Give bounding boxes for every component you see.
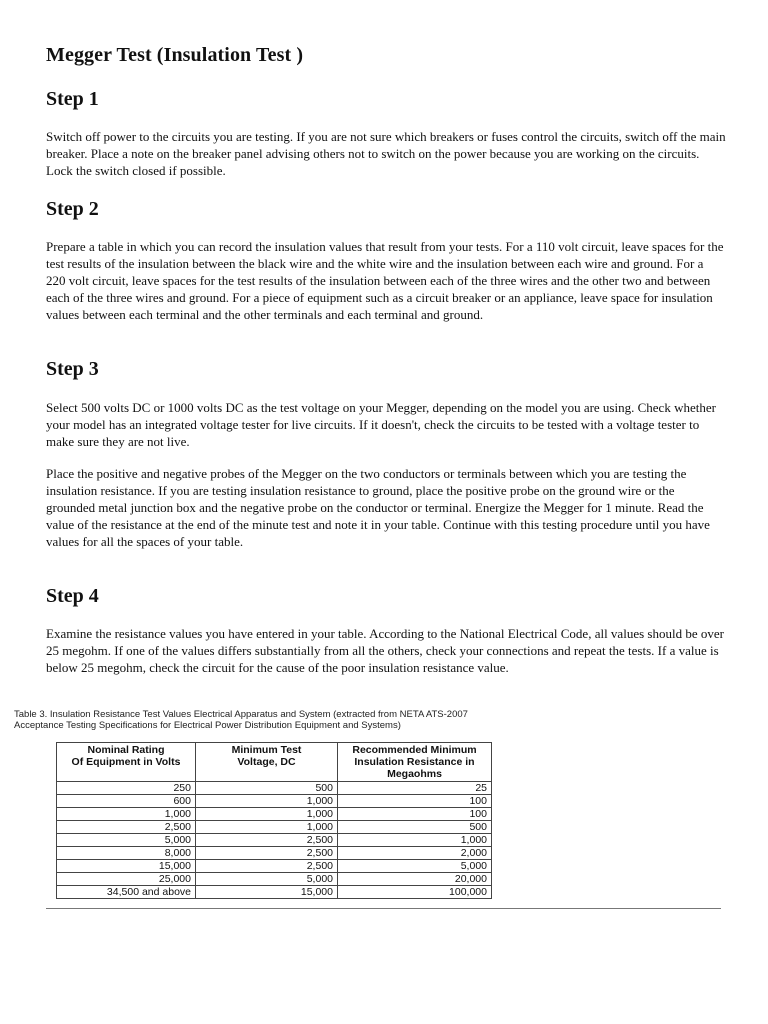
table-cell: 500	[338, 821, 492, 834]
header-text: Of Equipment in Volts	[71, 756, 181, 768]
header-text: Insulation Resistance in	[354, 756, 475, 768]
header-text: Megaohms	[387, 768, 442, 780]
table-cell: 1,000	[57, 808, 196, 821]
table-cell: 34,500 and above	[57, 886, 196, 899]
table-cell: 20,000	[338, 873, 492, 886]
step-1-heading: Step 1	[46, 88, 99, 110]
step-3-heading: Step 3	[46, 358, 99, 380]
page-divider	[46, 908, 721, 909]
table-cell: 2,500	[196, 860, 338, 873]
table-row	[57, 834, 492, 847]
document-title: Megger Test (Insulation Test )	[46, 44, 304, 66]
table-row	[57, 821, 492, 834]
step-1-paragraph: Switch off power to the circuits you are testing. If you are not sure which breakers or fuses control the circuits, switch off the main breaker. Place a note on the breaker panel advising others not to switch on the power because you are working on the circuits. Lock the switch closed if possible.	[46, 129, 726, 178]
table-cell: 5,000	[338, 860, 492, 873]
header-text: Voltage, DC	[237, 756, 296, 768]
table-cell: 5,000	[57, 834, 196, 847]
table-header-row	[57, 743, 492, 782]
table-cell: 25	[338, 782, 492, 795]
header-minimum-test-voltage	[196, 743, 338, 782]
table-cell: 500	[196, 782, 338, 795]
table-row	[57, 808, 492, 821]
table-row	[57, 873, 492, 886]
header-nominal-rating	[57, 743, 196, 782]
table-cell: 8,000	[57, 847, 196, 860]
table-cell: 250	[57, 782, 196, 795]
table-cell: 1,000	[338, 834, 492, 847]
table-cell: 1,000	[196, 795, 338, 808]
table-cell: 25,000	[57, 873, 196, 886]
step-4-heading: Step 4	[46, 585, 99, 607]
table-row	[57, 886, 492, 899]
table-cell: 2,500	[196, 847, 338, 860]
table-cell: 1,000	[196, 821, 338, 834]
table-row	[57, 847, 492, 860]
step-3-paragraph-2: Place the positive and negative probes of the Megger on the two conductors or terminals between which you are testing the insulation resistance. If you are testing insulation resistance to ground, place the positive probe on the ground wire or the grounded metal junction box and the negative probe on the conductor or terminal. Energize the Megger for 1 minute. Read the value of the resistance at the end of the minute test and note it in your table. Continue with this testing procedure until you have values for all the spaces of your table.	[46, 466, 710, 549]
insulation-resistance-figure	[14, 709, 534, 898]
header-text: Recommended Minimum	[352, 744, 477, 756]
table-cell: 600	[57, 795, 196, 808]
table-row	[57, 795, 492, 808]
table-cell: 15,000	[57, 860, 196, 873]
table-cell: 100,000	[338, 886, 492, 899]
header-recommended-minimum-resistance	[338, 743, 492, 782]
step-2-paragraph: Prepare a table in which you can record the insulation values that result from your tests. For a 110 volt circuit, leave spaces for the test results of the insulation between the black wire and the white wire and the insulation between each wire and ground. For a 220 volt circuit, leave spaces for the test results of the insulation between each of the three wires and the other two and between each of the three wires and ground. For a piece of equipment such as a circuit breaker or an appliance, leave space for insulation values between each terminal and the other terminals and each terminal and ground.	[46, 239, 724, 322]
table-cell: 1,000	[196, 808, 338, 821]
step-3-paragraph-1: Select 500 volts DC or 1000 volts DC as the test voltage on your Megger, depending on the model you are using. Check whether your model has an integrated voltage tester for live circuits. If it doesn't, check the circuits to be tested with a voltage tester to make sure they are not live.	[46, 400, 716, 449]
table-cell: 100	[338, 795, 492, 808]
table-cell: 15,000	[196, 886, 338, 899]
step-2-heading: Step 2	[46, 198, 99, 220]
table-cell: 2,500	[57, 821, 196, 834]
table-caption-line-1: Table 3. Insulation Resistance Test Values Electrical Apparatus and System (extracted from NETA ATS-2007	[14, 709, 468, 720]
table-cell: 2,500	[196, 834, 338, 847]
table-cell: 5,000	[196, 873, 338, 886]
header-text: Nominal Rating	[87, 744, 165, 756]
table-row	[57, 860, 492, 873]
insulation-resistance-table	[56, 742, 492, 899]
table-cell: 100	[338, 808, 492, 821]
table-cell: 2,000	[338, 847, 492, 860]
table-caption-line-2: Acceptance Testing Specifications for Electrical Power Distribution Equipment and Systems)	[14, 720, 401, 731]
header-text: Minimum Test	[231, 744, 302, 756]
step-4-paragraph: Examine the resistance values you have entered in your table. According to the National Electrical Code, all values should be over 25 megohm. If one of the values differs substantially from all the others, check your connections and repeat the tests. If a value is below 25 megohm, check the circuit for the cause of the poor insulation resistance value.	[46, 626, 724, 675]
table-row	[57, 782, 492, 795]
